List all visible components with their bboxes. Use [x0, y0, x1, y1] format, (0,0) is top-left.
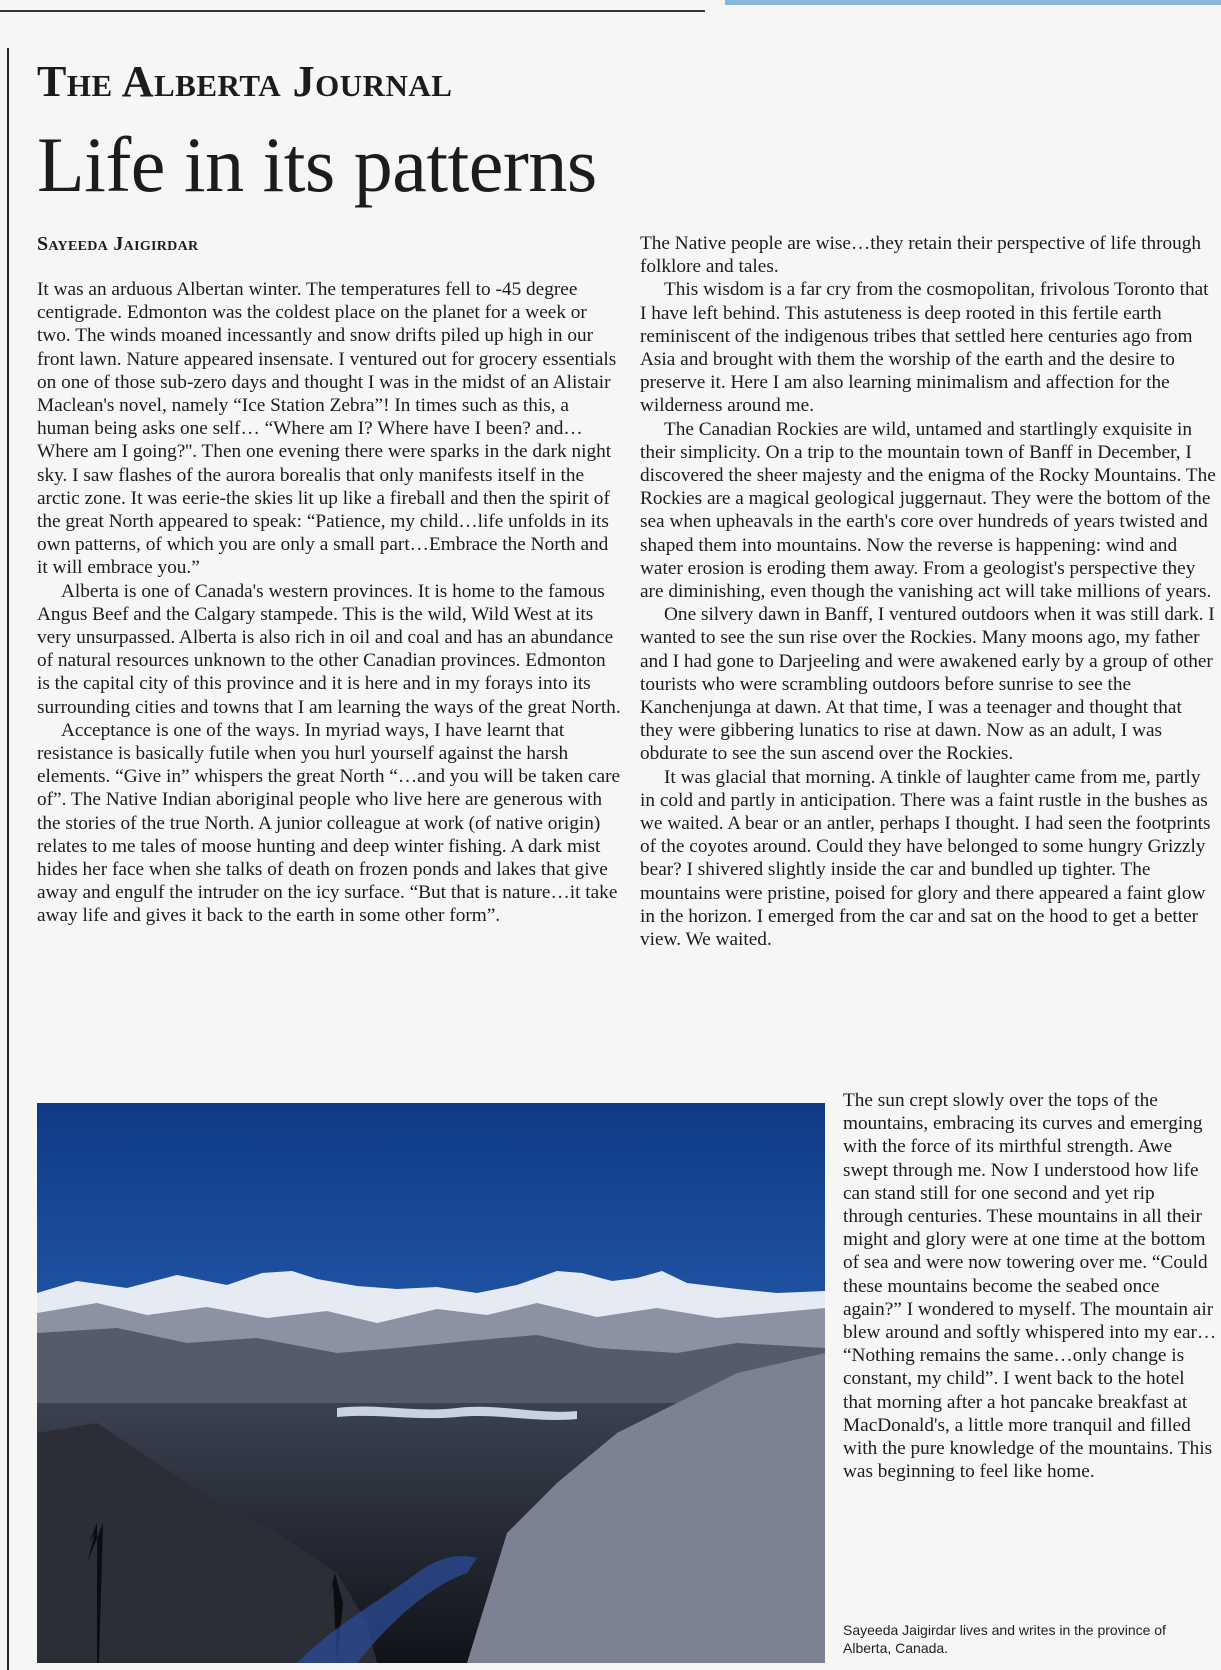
article-headline: Life in its patterns: [37, 121, 597, 208]
article-paragraph: Alberta is one of Canada's western provinces. It is home to the famous Angus Beef and the Calgary stampede. This is the wild, Wild West at its very unsurpassed. Alberta is also rich in oil and coal and has an abundance of natural resources unknown to the other Canadian provinces. Edmonton is the capital city of this province and it is here and in my forays into its surrounding cities and towns that I am learning the ways of the great North.: [37, 580, 621, 718]
article-paragraph: The Canadian Rockies are wild, untamed and startlingly exquisite in their simplicity. On a trip to the mountain town of Banff in December, I discovered the sheer majesty and the enigma of the Rocky Mountains. The Rockies are a magical geological juggernaut. They were the bottom of the sea when upheavals in the earth's core over hundreds of years twisted and shaped them into mountains. Now the reverse is happening: wind and water erosion is eroding them away. From a geologist's perspective they are diminishing, even though the vanishing act will take millions of years.: [640, 418, 1216, 603]
article-paragraph: The sun crept slowly over the tops of the mountains, embracing its curves and emerging with the force of its mirthful strength. Awe swept through me. Now I understood how life can stand still for one second and yet rip through centuries. These mountains in all their might and glory were at one time at the bottom of sea and were now towering over me. “Could these mountains become the seabed once again?” I wondered to myself. The mountain air blew around and softly whispered into my ear… “Nothing remains the same…only change is constant, my child”. I went back to the hotel that morning after a hot pancake breakfast at MacDonald's, a little more tranquil and filled with the pure knowledge of the mountains. This was beginning to feel like home.: [843, 1090, 1217, 1483]
article-column-left: [37, 278, 622, 928]
top-accent-bar: [725, 0, 1221, 5]
mountain-landscape-illustration: [37, 1103, 825, 1663]
top-rule: [0, 10, 705, 12]
article-paragraph: This wisdom is a far cry from the cosmopolitan, frivolous Toronto that I have left behind. This astuteness is deep rooted in this fertile earth reminiscent of the indigenous tribes that settled here centuries ago from Asia and brought with them the worship of the earth and the desire to preserve it. Here I am also learning minimalism and affection for the wilderness around me.: [640, 279, 1209, 417]
rocky-mountains-photo: [37, 1103, 825, 1663]
article-paragraph: One silvery dawn in Banff, I ventured outdoors when it was still dark. I wanted to see the sun rise over the Rockies. Many moons ago, my father and I had gone to Darjeeling and were awakened early by a group of other tourists who were scrambling outdoors before sunrise to see the Kanchenjunga at dawn. At that time, I was a teenager and thought that they were gibbering lunatics to rise at dawn. Now as an adult, I was obdurate to see the sun ascend over the Rockies.: [640, 604, 1215, 765]
article-byline: Sayeeda Jaigirdar: [37, 233, 199, 255]
left-column-rule: [7, 48, 9, 1670]
article-column-right: [640, 232, 1217, 951]
article-paragraph: Acceptance is one of the ways. In myriad ways, I have learnt that resistance is basically futile when you hurl yourself against the harsh elements. “Give in” whispers the great North “…and you will be taken care of”. The Native Indian aboriginal people who live here are generous with the stories of the true North. A junior colleague at work (of native origin) relates to me tales of moose hunting and deep winter fishing. A dark mist hides her face when she talks of death on frozen ponds and lakes that give away and engulf the intruder on the icy surface. “But that is nature…it take away life and gives it back to the earth in some other form”.: [37, 719, 621, 927]
article-paragraph: It was an arduous Albertan winter. The temperatures fell to -45 degree centigrade. Edmonton was the coldest place on the planet for a week or two. The winds moaned incessantly and snow drifts piled up high in our front lawn. Nature appeared insensate. I ventured out for grocery essentials on one of those sub-zero days and thought I was in the midst of an Alistair Maclean's novel, namely “Ice Station Zebra”! In times such as this, a human being asks one self… “Where am I? Where have I been? and… Where am I going?''. Then one evening there were sparks in the dark night sky. I saw flashes of the aurora borealis that only manifests itself in the arctic zone. It was eerie-the skies lit up like a fireball and then the spirit of the great North appeared to speak: “Patience, my child…life unfolds in its own patterns, of which you are only a small part…Embrace the North and it will embrace you.”: [37, 279, 617, 579]
article-column-bottom-right: [843, 1089, 1217, 1483]
article-paragraph: It was glacial that morning. A tinkle of laughter came from me, partly in cold and partly in anticipation. There was a faint rustle in the bushes as we waited. A bear or an antler, perhaps I thought. I had seen the footprints of the coyotes around. Could they have belonged to some hungry Grizzly bear? I shivered slightly inside the car and bundled up tighter. The mountains were pristine, poised for glory and there appeared a faint glow in the horizon. I emerged from the car and sat on the hood to get a better view. We waited.: [640, 766, 1211, 951]
author-bio: Sayeeda Jaigirdar lives and writes in the province of Alberta, Canada.: [843, 1622, 1166, 1656]
publication-masthead: The Alberta Journal: [37, 57, 453, 106]
article-paragraph: The Native people are wise…they retain their perspective of life through folklore and tales.: [640, 233, 1202, 278]
